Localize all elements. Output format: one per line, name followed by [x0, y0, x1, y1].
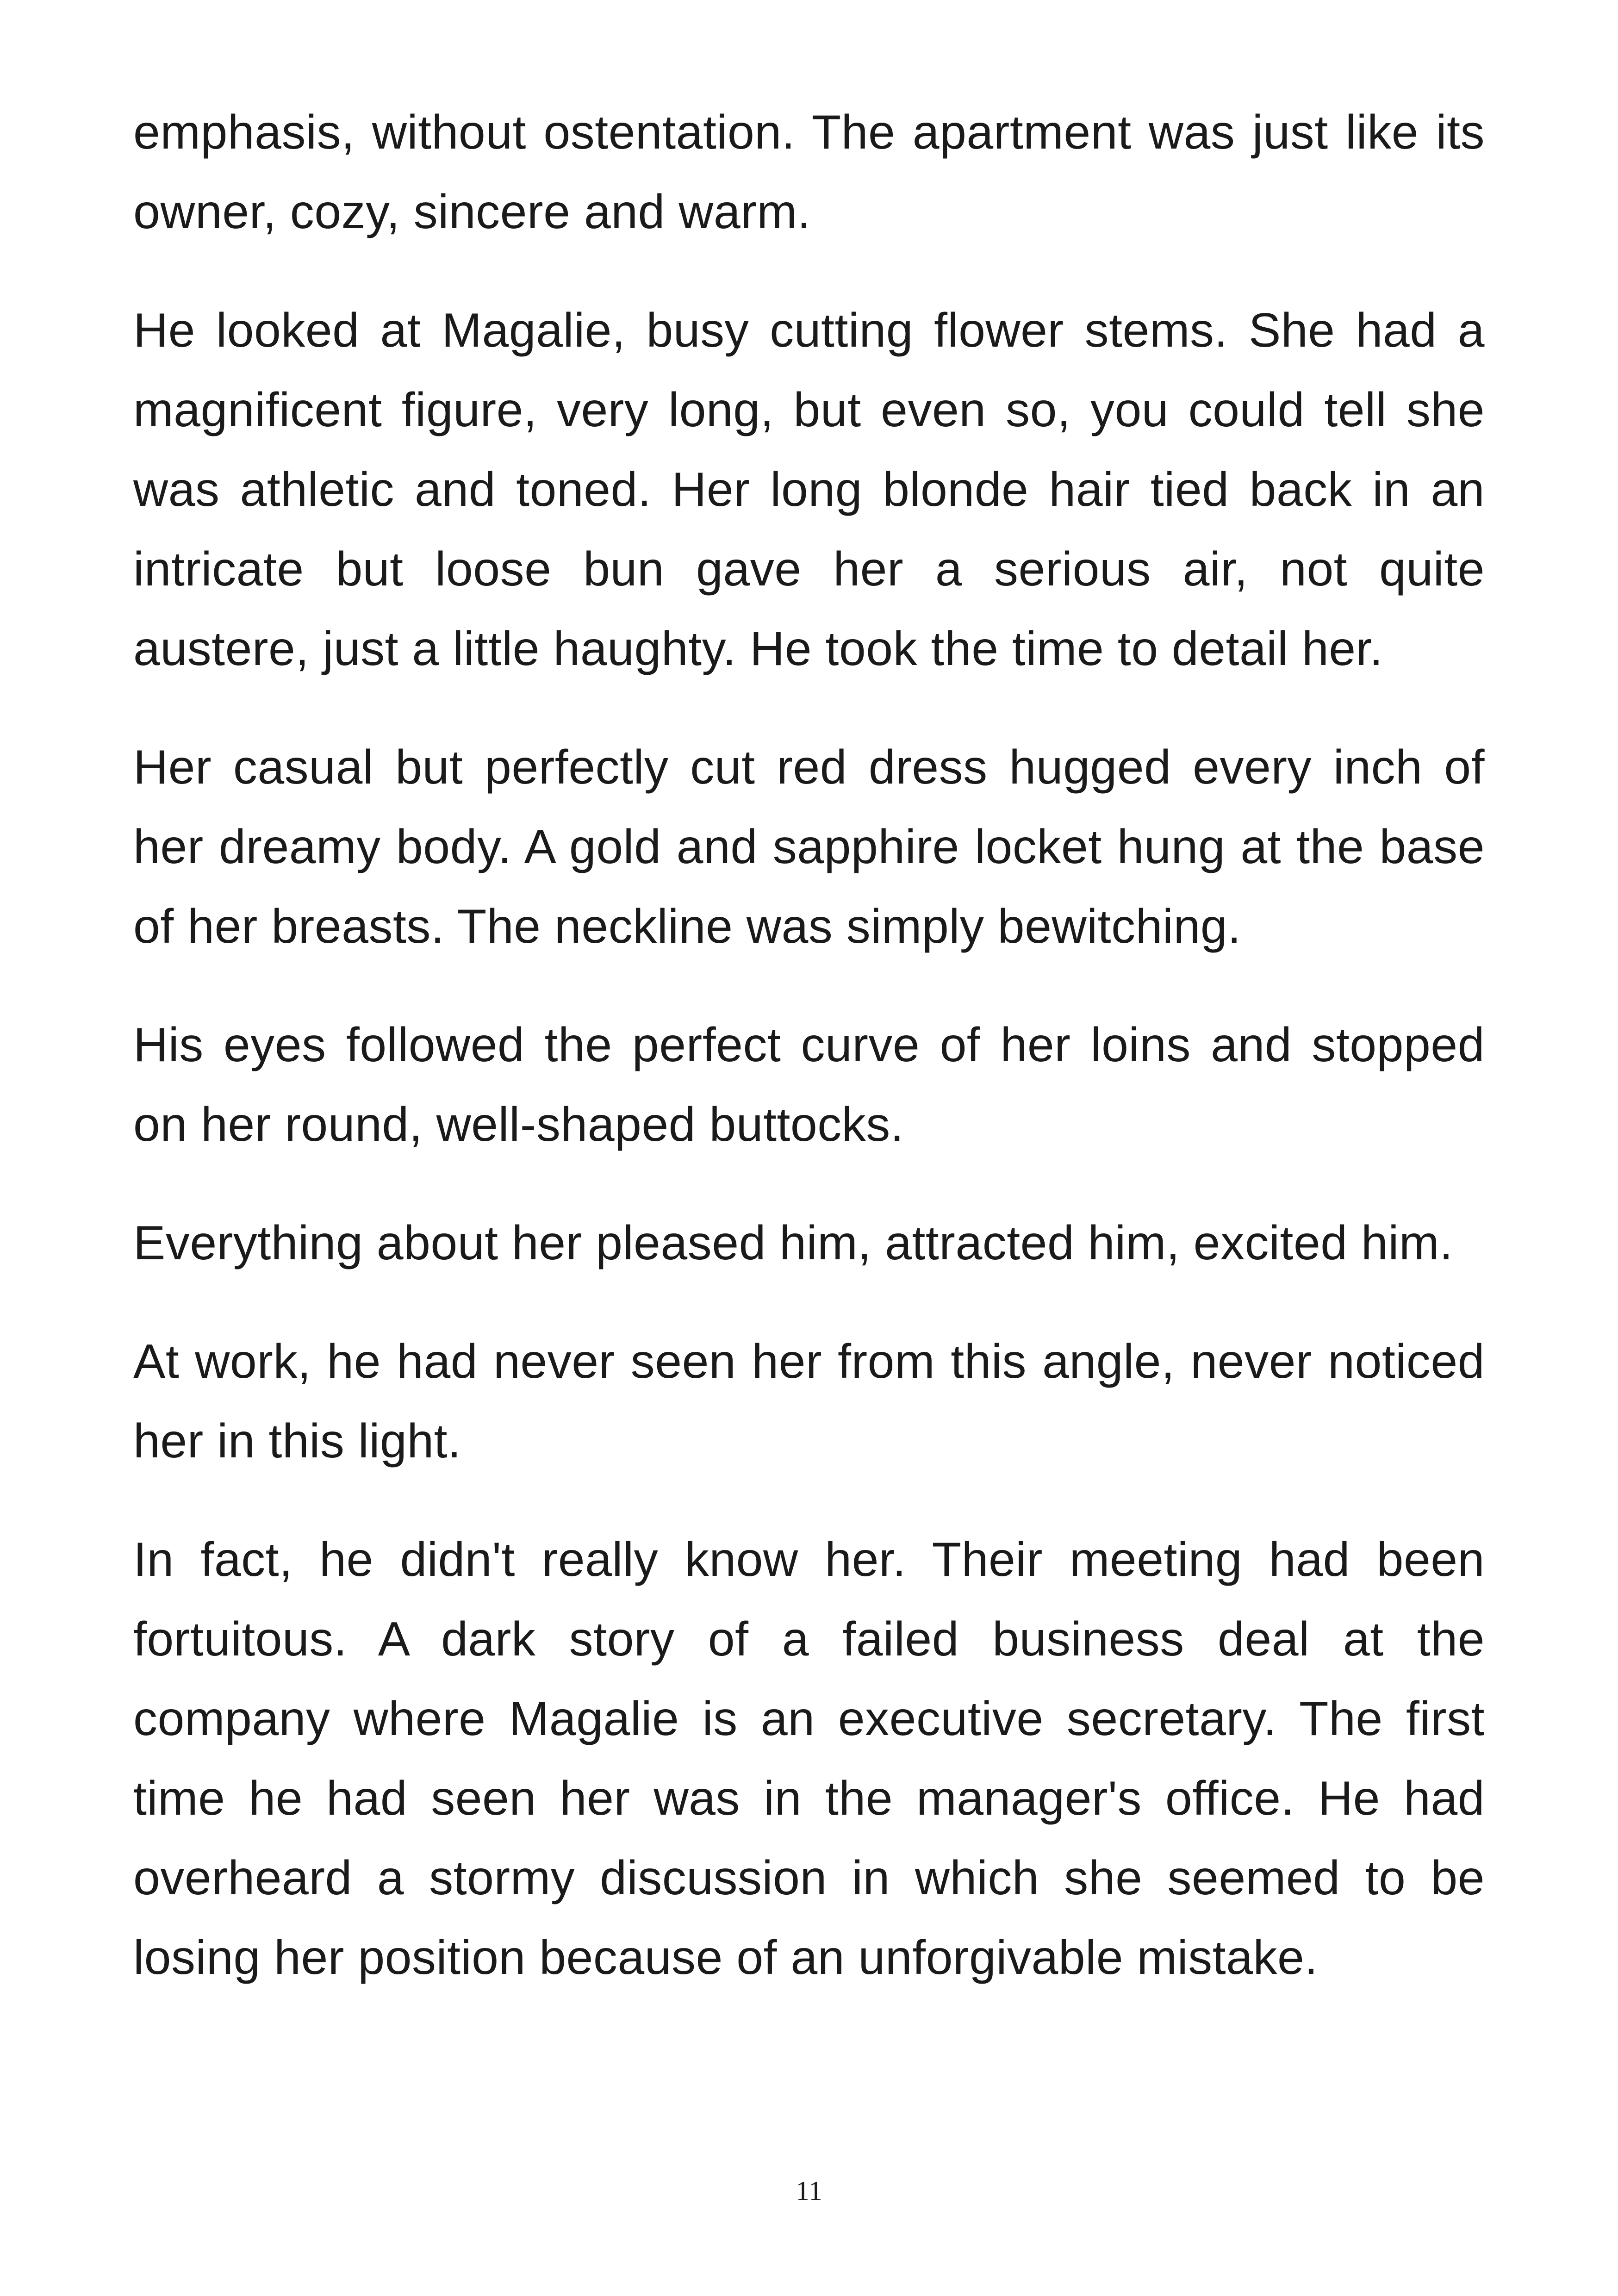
paragraph-4: His eyes followed the perfect curve of her loins and stopped on her round, well-shaped buttocks.	[133, 1018, 1485, 1151]
page-number: 11	[796, 2176, 822, 2206]
paragraph-2: He looked at Magalie, busy cutting flower stems. She had a magnificent figure, very long, but even so, you could tell she was athletic and toned. Her long blonde hair tied back in an intricate but loose bun gave her a serious air, not quite austere, just a little haughty. He took the time to detail her.	[133, 304, 1485, 676]
paragraph-1: emphasis, without ostentation. The apartment was just like its owner, cozy, sincere and warm.	[133, 106, 1485, 239]
paragraph-7: In fact, he didn't really know her. Their meeting had been fortuitous. A dark story of a failed business deal at the company where Magalie is an executive secretary. The first time he had seen her was in the manager's office. He had overheard a stormy discussion in which she seemed to be losing her position because of an unforgivable mistake.	[133, 1533, 1485, 1985]
paragraph-3: Her casual but perfectly cut red dress hugged every inch of her dreamy body. A gold and sapphire locket hung at the base of her breasts. The neckline was simply bewitching.	[133, 740, 1485, 953]
text-body	[133, 93, 1485, 2036]
paragraph-5: Everything about her pleased him, attracted him, excited him.	[133, 1216, 1453, 1270]
paragraph-6: At work, he had never seen her from this angle, never noticed her in this light.	[133, 1335, 1485, 1468]
